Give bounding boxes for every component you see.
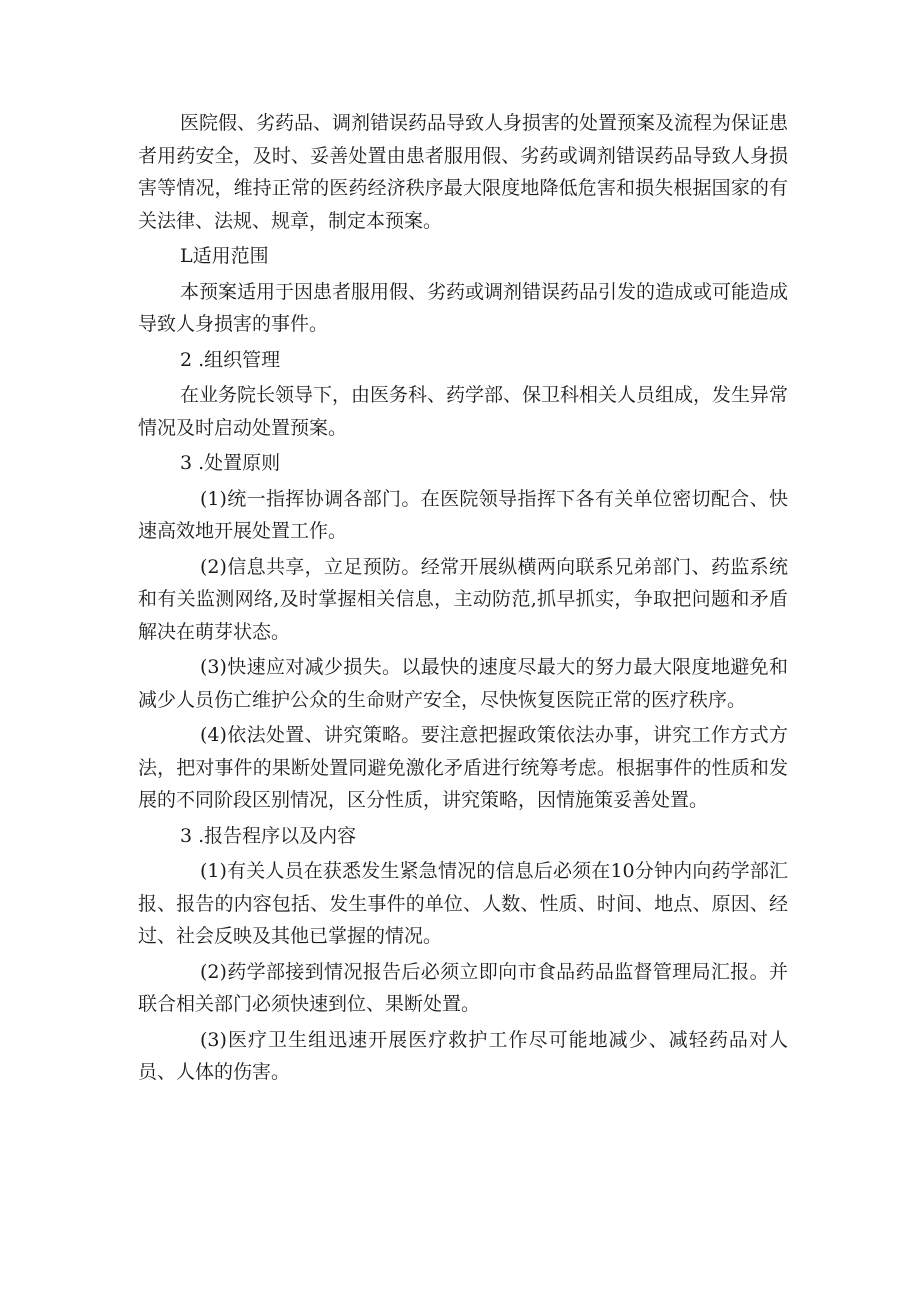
intro-paragraph: 医院假、劣药品、调剂错误药品导致人身损害的处置预案及流程为保证患者用药安全，及时、妥善处置由患者服用假、劣药或调剂错误药品导致人身损害等情况，维持正常的医药经济秩序最大限度地降低危害和损失根据国家的有关法律、法规、规章，制定本预案。 [138,112,789,232]
principle-2-paragraph: (2)信息共享，立足预防。经常开展纵横两向联系兄弟部门、药监系统和有关监测网络,及时掌握相关信息，主动防范,抓早抓实，争取把问题和矛盾解决在萌芽状态。 [138,555,788,643]
principle-4-paragraph: (4)依法处置、讲究策略。要注意把握政策依法办事，讲究工作方式方法，把对事件的果断处置同避免激化矛盾进行统筹考虑。根据事件的性质和发展的不同阶段区别情况，区分性质，讲究策略，因情施策妥善处置。 [138,724,788,811]
principle-3-paragraph: (3)快速应对减少损失。以最快的速度尽最大的努力最大限度地避免和减少人员伤亡维护公众的生命财产安全，尽快恢复医院正常的医疗秩序。 [138,656,788,711]
report-1-paragraph: (1)有关人员在获悉发生紧急情况的信息后必须在10分钟内向药学部汇报、报告的内容包括、发生事件的单位、人数、性质、时间、地点、原因、经过、社会反映及其他已掌握的情况。 [138,860,788,947]
scope-paragraph: 本预案适用于因患者服用假、劣药或调剂错误药品引发的造成或可能造成导致人身损害的事件。 [138,280,789,335]
section-4-heading: 3 .报告程序以及内容 [180,824,357,847]
section-3-heading: 3 .处置原则 [180,452,281,474]
document-body [138,107,788,1089]
section-2-heading: 2 .组织管理 [180,348,281,371]
organization-paragraph: 在业务院长领导下，由医务科、药学部、保卫科相关人员组成，发生异常情况及时启动处置预案。 [138,384,789,439]
section-1-heading: L适用范围 [180,245,269,267]
principle-1-paragraph: (1)统一指挥协调各部门。在医院领导指挥下各有关单位密切配合、快速高效地开展处置工作。 [138,487,788,542]
report-2-paragraph: (2)药学部接到情况报告后必须立即向市食品药品监督管理局汇报。并联合相关部门必须快速到位、果断处置。 [138,960,788,1015]
report-3-paragraph: (3)医疗卫生组迅速开展医疗救护工作尽可能地减少、减轻药品对人员、人体的伤害。 [138,1028,788,1083]
